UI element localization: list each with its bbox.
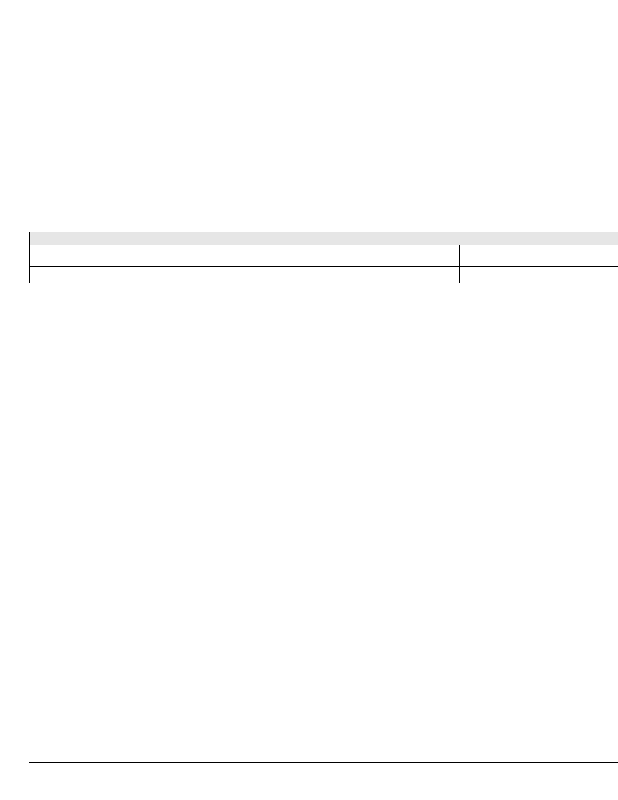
footer-underline: [29, 762, 618, 763]
